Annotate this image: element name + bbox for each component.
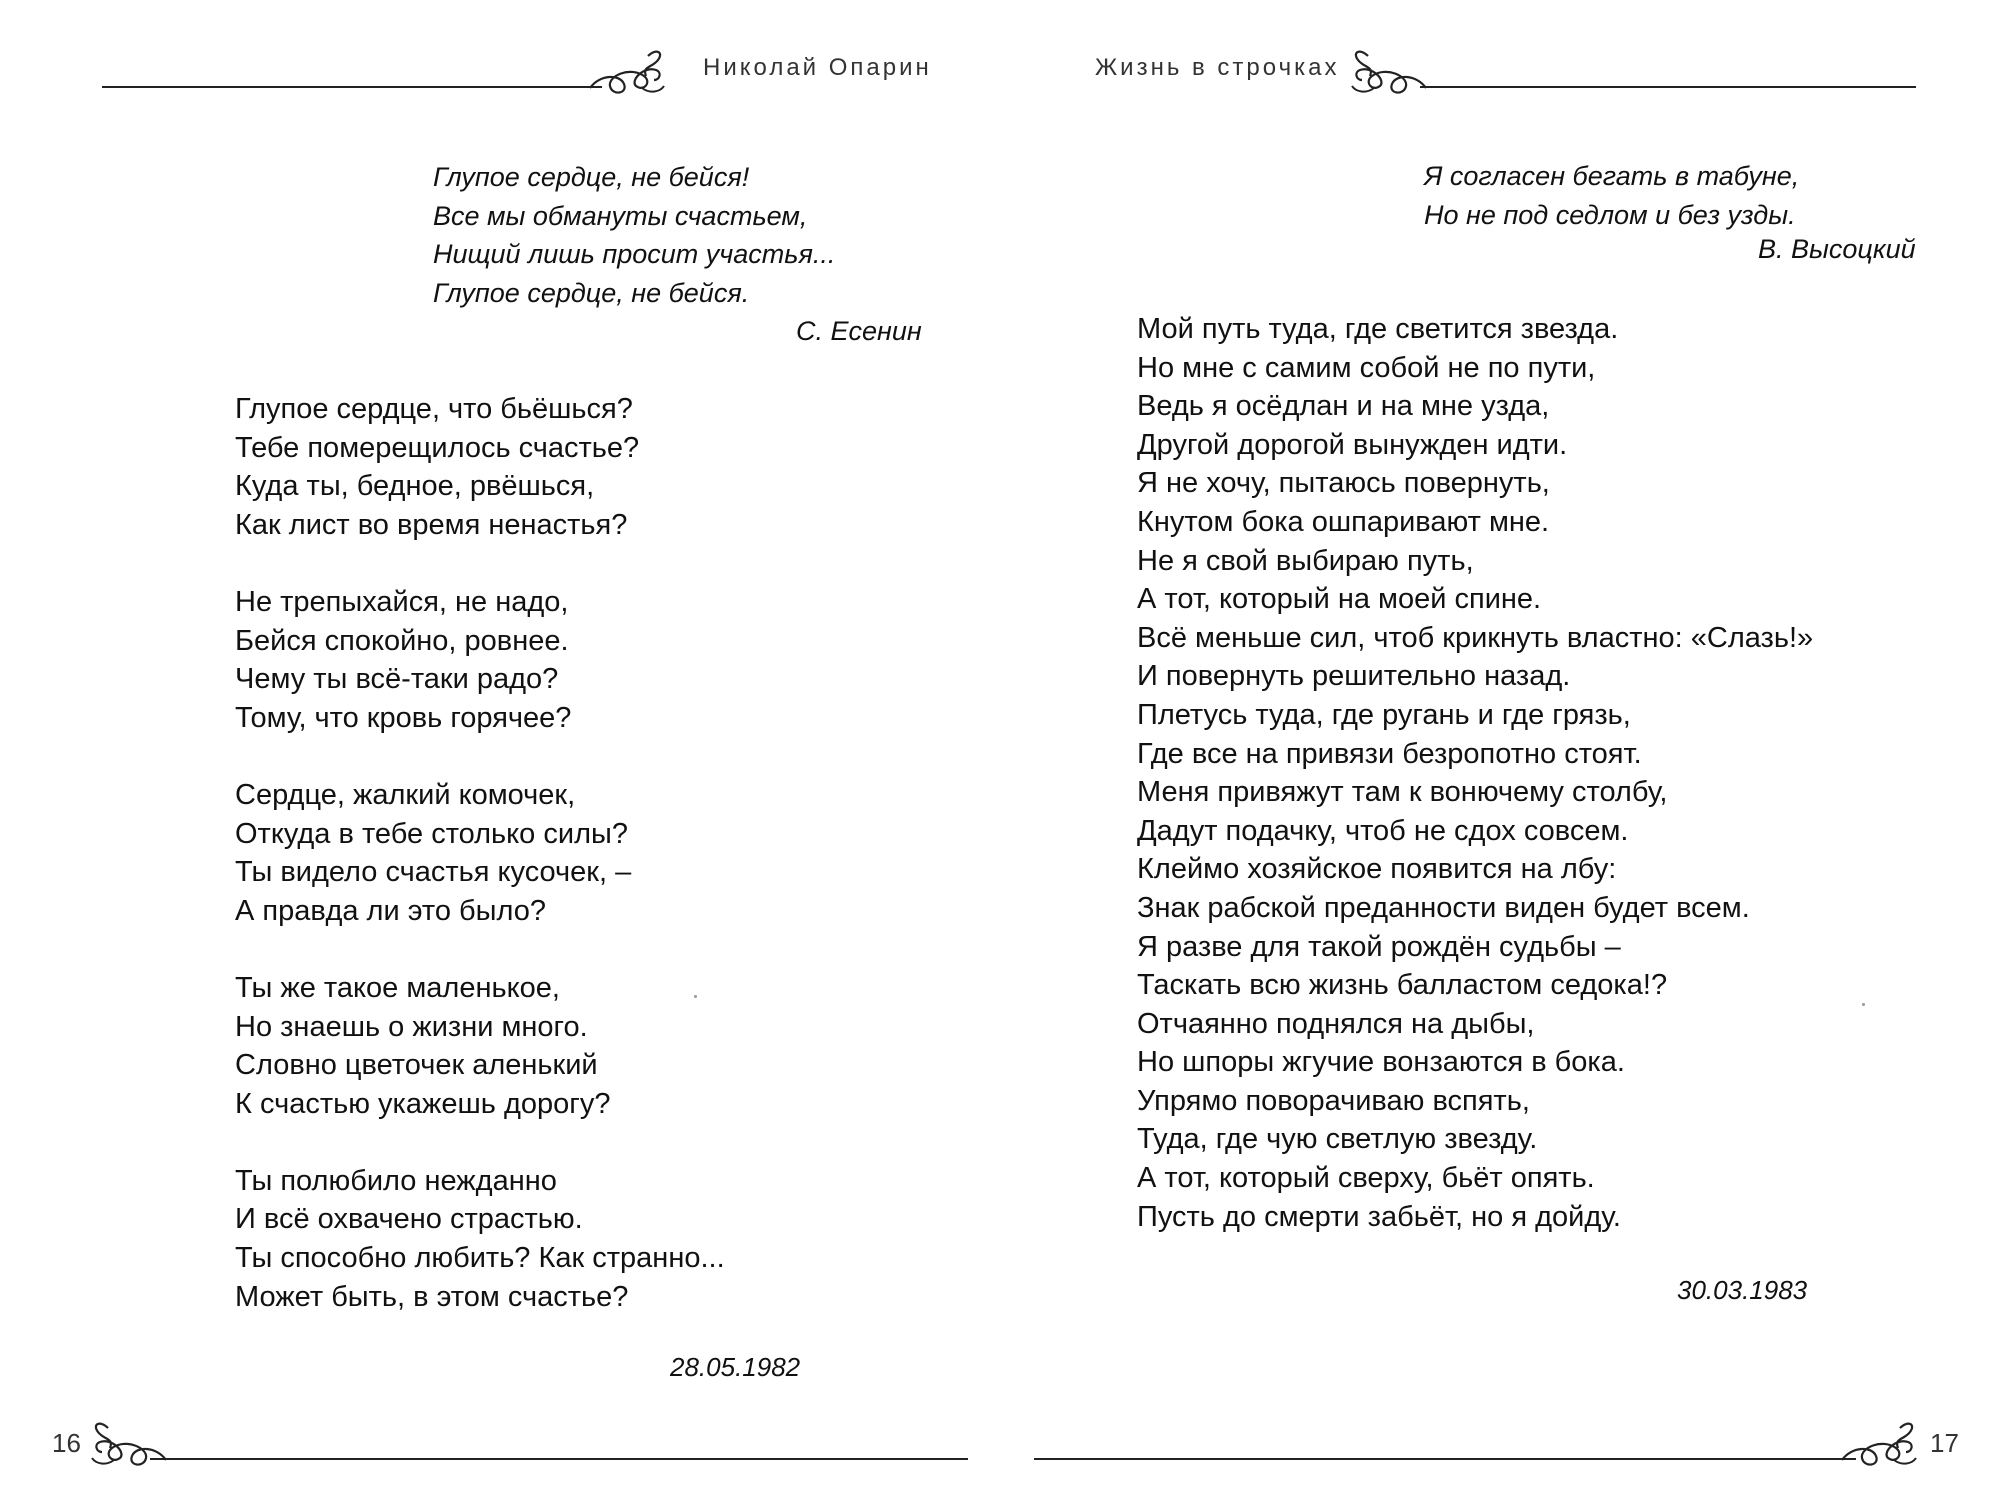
paper-speck [694, 995, 697, 998]
poem-line: Пусть до смерти забьёт, но я дойду. [1137, 1200, 1621, 1233]
poem-line: А правда ли это было? [235, 894, 546, 927]
stanza [235, 776, 725, 930]
paper-speck [1862, 1003, 1865, 1006]
header-rule [102, 86, 602, 88]
poem-line: Клеймо хозяйское появится на лбу: [1137, 853, 1617, 886]
running-title: Николай Опарин [703, 54, 932, 81]
poem-line: Мой путь туда, где светится звезда. [1137, 313, 1619, 345]
poem-line: Ведь я осёдлан и на мне узда, [1137, 390, 1550, 423]
epigraph-line: Нищий лишь просит участья... [433, 239, 836, 269]
poem-line: Где все на привязи безропотно стоят. [1137, 737, 1642, 770]
epigraph [433, 158, 835, 312]
poem-line: Глупое сердце, что бьёшься? [235, 393, 633, 425]
poem-line: Но шпоры жгучие вонзаются в бока. [1137, 1046, 1625, 1079]
epigraph-line: Я согласен бегать в табуне, [1424, 161, 1800, 191]
poem-line: Кнутом бока ошпаривают мне. [1137, 505, 1550, 538]
poem-date: 28.05.1982 [670, 1352, 801, 1382]
poem-line: Дадут подачку, чтоб не сдох совсем. [1137, 814, 1629, 847]
flourish-icon [1838, 1416, 1918, 1472]
footer-rule [1034, 1458, 1856, 1460]
poem-line: Сердце, жалкий комочек, [235, 778, 576, 811]
poem-line: Словно цветочек аленький [235, 1049, 598, 1082]
poem-line: Тебе померещилось счастье? [235, 431, 640, 464]
poem-line: Всё меньше сил, чтоб крикнуть властно: «Слазь!» [1137, 621, 1814, 654]
poem-line: Упрямо поворачиваю вспять, [1137, 1084, 1530, 1117]
poem-line: Но мне с самим собой не по пути, [1137, 351, 1596, 384]
poem-body [1137, 310, 1813, 1236]
poem-line: Может быть, в этом счастье? [235, 1280, 629, 1313]
epigraph [1424, 157, 1799, 234]
poem-line: И всё охвачено страстью. [235, 1203, 583, 1236]
page-number: 17 [1930, 1428, 1959, 1458]
poem-line: Отчаянно поднялся на дыбы, [1137, 1007, 1535, 1040]
poem-line: Чему ты всё-таки радо? [235, 663, 559, 696]
poem-line: Ты способно любить? Как странно... [235, 1242, 725, 1275]
poem-line: Ты полюбило нежданно [235, 1164, 557, 1197]
running-title: Жизнь в строчках [1095, 54, 1340, 81]
right-page [1000, 0, 2000, 1500]
epigraph-line: Все мы обмануты счастьем, [433, 200, 808, 231]
poem-line: Меня привяжут там к вонючему столбу, [1137, 776, 1668, 809]
poem-line: Ты же такое маленькое, [235, 971, 560, 1004]
epigraph-line: Но не под седлом и без узды. [1424, 199, 1796, 230]
poem-line: Тому, что кровь горячее? [235, 701, 572, 734]
poem-line: Бейся спокойно, ровнее. [235, 624, 569, 657]
poem-line: И повернуть решительно назад. [1137, 660, 1571, 693]
poem-line: Не я свой выбираю путь, [1137, 544, 1474, 577]
poem-line: Но знаешь о жизни много. [235, 1010, 588, 1043]
flourish-icon [90, 1416, 170, 1472]
poem-line: Я разве для такой рождён судьбы – [1137, 930, 1621, 963]
poem-line: Как лист во время ненастья? [235, 508, 628, 541]
epigraph-line: Глупое сердце, не бейся! [433, 162, 750, 192]
poem-line: Не трепыхайся, не надо, [235, 585, 569, 618]
poem-line: К счастью укажешь дорогу? [235, 1087, 611, 1120]
footer-rule [150, 1458, 968, 1460]
poem-line: Куда ты, бедное, рвёшься, [235, 470, 595, 503]
poem-line: Откуда в тебе столько силы? [235, 817, 628, 850]
poem-line: Таскать всю жизнь балластом седока!? [1137, 969, 1668, 1002]
poem-line: Знак рабской преданности виден будет всем. [1137, 891, 1750, 924]
poem-date: 30.03.1983 [1677, 1275, 1808, 1305]
poem-line: Другой дорогой вынужден идти. [1137, 428, 1568, 461]
page-number: 16 [52, 1428, 81, 1458]
stanza [235, 583, 725, 737]
epigraph-author: С. Есенин [796, 316, 922, 346]
poem-line: Ты видело счастья кусочек, – [235, 856, 632, 889]
poem-line: Туда, где чую светлую звезду. [1137, 1123, 1538, 1156]
stanza [235, 969, 725, 1123]
poem-line: А тот, который сверху, бьёт опять. [1137, 1162, 1595, 1195]
poem-line: Плетусь туда, где ругань и где грязь, [1137, 698, 1631, 731]
epigraph-line: Глупое сердце, не бейся. [433, 277, 750, 308]
stanza [235, 1162, 725, 1316]
poem-line: А тот, который на моей спине. [1137, 583, 1542, 616]
flourish-icon [586, 44, 666, 100]
epigraph-author: В. Высоцкий [1758, 234, 1916, 264]
stanza [235, 390, 725, 544]
poem-body [235, 390, 725, 1316]
header-rule [1420, 86, 1916, 88]
flourish-icon [1350, 44, 1430, 100]
poem-line: Я не хочу, пытаюсь повернуть, [1137, 467, 1550, 500]
